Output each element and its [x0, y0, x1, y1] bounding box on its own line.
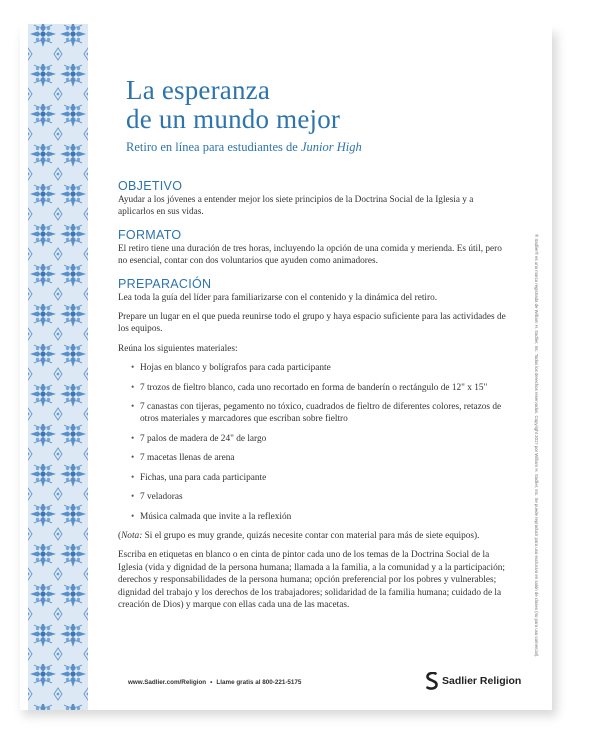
footer [128, 679, 301, 686]
subtitle [126, 140, 362, 155]
section-preparacion [118, 277, 510, 612]
main-content [118, 179, 510, 620]
heading-preparacion: PREPARACIÓN [118, 276, 212, 291]
list-item: • 7 palos de madera de 24" de largo [131, 433, 510, 445]
preparacion-paragraph-4: Escriba en etiquetas en blanco o en cinta de pintor cada uno de los temas de la Doctrina Social de la Iglesia (vida y dignidad de la persona humana; llamada a la familia, a la comunidad y a la participación; derechos y responsabilidades de la persona humana; opción preferencial por los pobres y vulnerables; dignidad del trabajo y los derechos de los trabajadores; solidaridad de la familia humana; cuidado de la creación de Dios) y marque con ellas cada una de las macetas. [118, 550, 505, 610]
list-item: • Fichas, una para cada participante [131, 472, 510, 484]
subtitle-text: Retiro en línea para estudiantes de [126, 140, 298, 154]
list-item: • Música calmada que invite a la reflexión [131, 511, 510, 523]
footer-url[interactable]: www.Sadlier.com/Religion [128, 679, 207, 686]
note-label: Nota: [121, 530, 143, 541]
note-paragraph [118, 530, 510, 542]
note-open: ( [118, 530, 122, 541]
sadlier-s-icon [426, 672, 438, 690]
preparacion-paragraph-2: Prepare un lugar en el que pueda reunirse todo el grupo y haya espacio suficiente para las actividades de los equipos. [118, 312, 506, 335]
title-line-1: La esperanza [126, 75, 271, 105]
preparacion-paragraph-1: Lea toda la guía del líder para familiarizarse con el contenido y la dinámica del retiro. [118, 292, 438, 303]
materials-list [118, 362, 510, 523]
list-item: • 7 macetas llenas de arena [131, 452, 510, 464]
brand-name: Sadlier Religion [442, 675, 522, 687]
list-item: • 7 canastas con tijeras, pegamento no tóxico, cuadrados de fieltro de diferentes colores, retazos de otros materiales y marcadores que escriban sobre fieltro [131, 401, 510, 426]
decorative-border [28, 24, 88, 710]
sadlier-logo [426, 672, 521, 690]
legal-text: ® Sadlier® es una marca registrada de William H. Sadlier, Inc. Todos los derechos reservados. Copyright 2017 por William H. Sadlier, Inc. Se puede reproducir para uso exclusivo en salón de clases (no para uso comercial). [534, 234, 539, 658]
document-title [126, 76, 340, 134]
title-line-2: de un mundo mejor [126, 104, 341, 134]
list-item: • 7 trozos de fieltro blanco, cada uno recortado en forma de banderín o rectángulo de 12" x 15" [131, 382, 510, 394]
formato-text: El retiro tiene una duración de tres horas, incluyendo la opción de una comida y merienda. Es útil, pero no esencial, contar con dos voluntarios que ayuden como animadores. [118, 243, 502, 267]
subtitle-italic: Junior High [300, 140, 362, 154]
heading-objetivo: OBJETIVO [118, 179, 183, 193]
footer-phone: Llame gratis al 800-221-5175 [216, 679, 302, 686]
footer-separator: • [210, 679, 213, 686]
section-objetivo [118, 179, 510, 219]
heading-formato: FORMATO [118, 227, 182, 242]
list-item: • Hojas en blanco y bolígrafos para cada participante [131, 362, 510, 374]
worksheet-page [20, 24, 552, 710]
objetivo-text: Ayudar a los jóvenes a entender mejor los siete principios de la Doctrina Social de la Iglesia y a aplicarlos en sus vidas. [118, 195, 474, 218]
note-text: Si el grupo es muy grande, quizás necesite contar con material para más de siete equipos). [142, 530, 480, 541]
side-legal-text [532, 234, 540, 664]
list-item: • 7 veladoras [131, 491, 510, 503]
section-formato [118, 228, 510, 268]
preparacion-paragraph-3: Reúna los siguientes materiales: [118, 343, 238, 354]
